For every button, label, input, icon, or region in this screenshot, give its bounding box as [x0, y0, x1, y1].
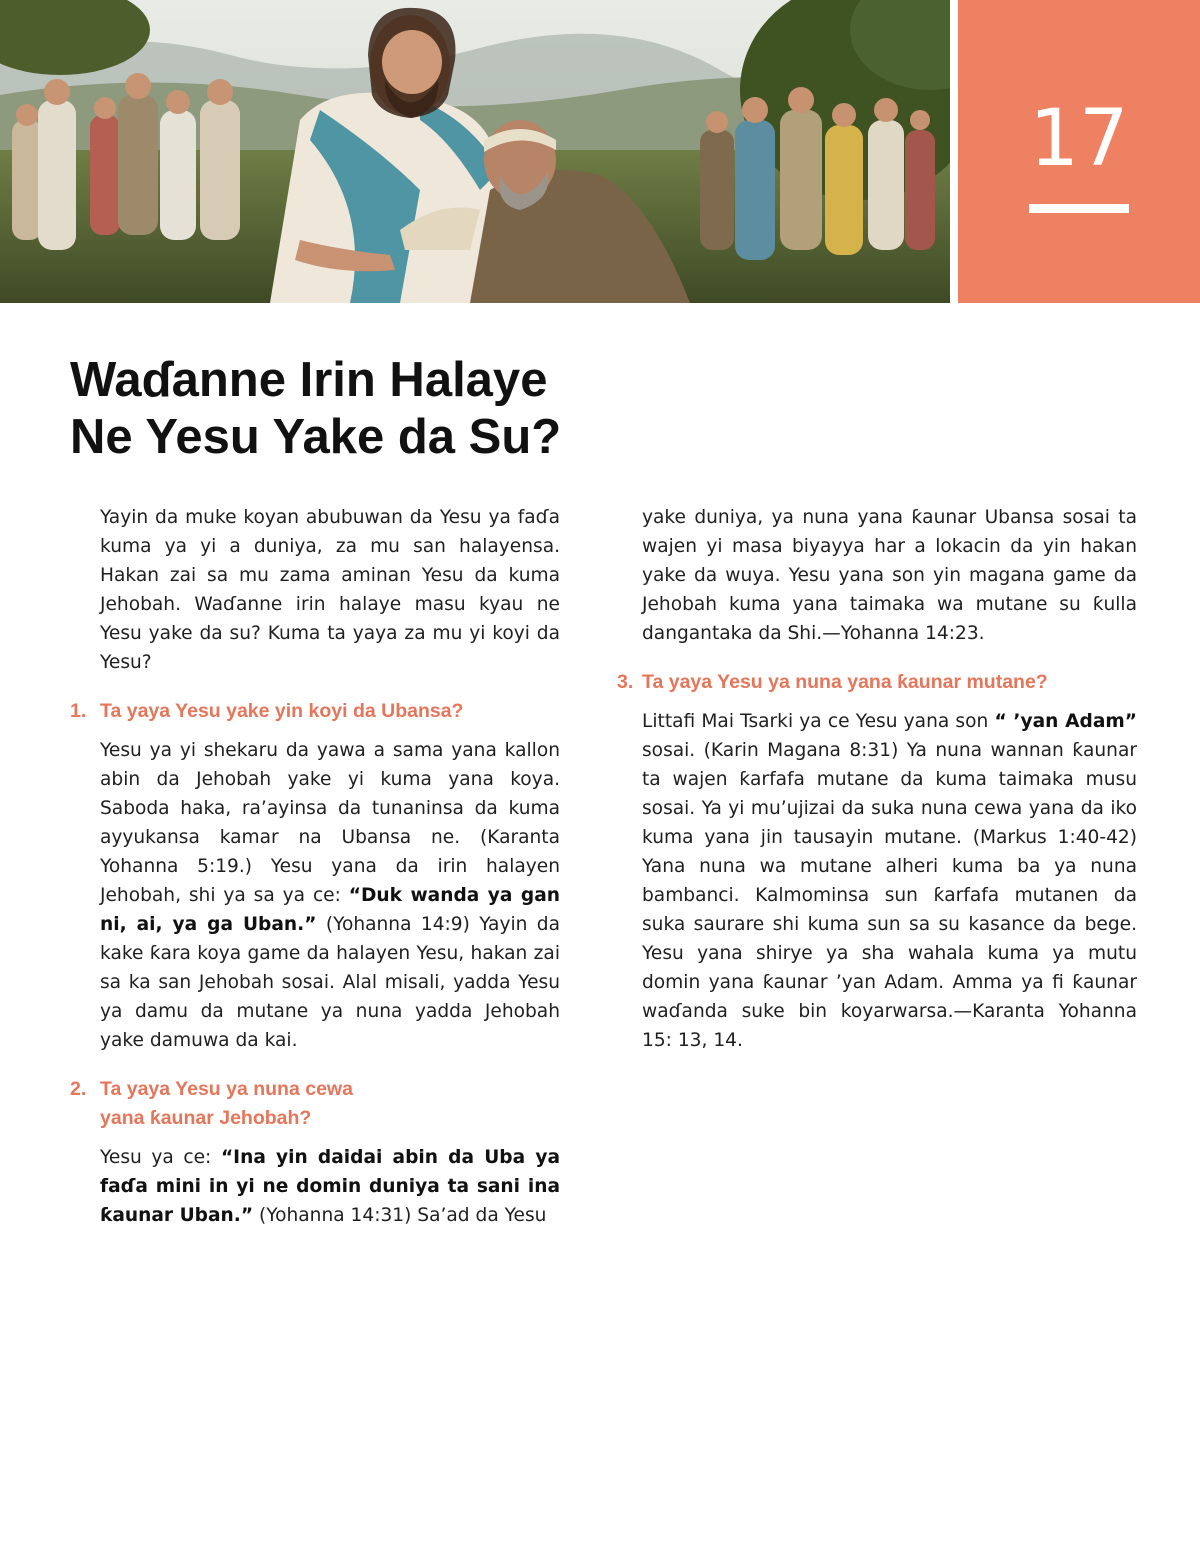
section-3-question	[617, 668, 1137, 697]
section-3-quote: “ ’yan Adam”	[994, 711, 1137, 732]
section-2-question-text	[100, 1075, 560, 1133]
section-2-text-b: (Yohanna 14:31) Sa’ad da Yesu	[258, 1205, 547, 1226]
lesson-number-badge	[958, 0, 1200, 303]
section-1-text-b: (Yohanna 14:9) Yayin da kake ƙara koya game da halayen Yesu, hakan zai sa ka san Jehobah sosai. Alal misali, yadda Yesu ya damu da mutane ya nuna yadda Jehobah yake damuwa da kai.	[100, 914, 560, 1051]
section-2-number: 2.	[70, 1078, 87, 1100]
section-2-paragraph	[70, 1143, 560, 1230]
right-column	[617, 503, 1137, 1055]
section-3-question-text: Ta yaya Yesu ya nuna yana ƙaunar mutane?	[642, 671, 1048, 693]
section-2-paragraph-continued: yake duniya, ya nuna yana ƙaunar Ubansa sosai ta wajen yi masa biyayya har a lokacin da yin hakan yake da wuya. Yesu yana son yin magana game da Jehobah kuma yana taimaka wa mutane su ƙulla dangantaka da Shi.—Yohanna 14:23.	[642, 507, 1137, 644]
section-3-number: 3.	[617, 671, 634, 693]
section-1-text-a: Yesu ya yi shekaru da yawa a sama yana kallon abin da Jehobah yake yi kuma yana koya. Saboda haka, ra’ayinsa da tunaninsa da kuma ayyukansa kamar na Ubansa ne. (Karanta Yohanna 5:19.) Yesu yana da irin halayen Jehobah, shi ya sa ya ce:	[100, 740, 560, 906]
section-1-paragraph	[70, 736, 560, 1055]
section-2-text-a: Yesu ya ce:	[100, 1147, 212, 1168]
badge-underline	[1029, 204, 1129, 213]
section-3-paragraph	[617, 707, 1137, 1055]
section-2-quote: “Ina yin daidai abin da Uba ya faɗa mini in yi ne domin duniya ta sani ina ƙaunar Uban.”	[100, 1147, 560, 1226]
section-3-text-a: Littafi Mai Tsarki ya ce Yesu yana son	[642, 711, 989, 732]
illustration-jesus-healing-leper	[0, 0, 950, 303]
lesson-number: 17	[1029, 94, 1129, 184]
title-line-2: Ne Yesu Yake da Su?	[70, 410, 562, 464]
page-title	[70, 352, 561, 466]
section-2-question-line-2: yana ƙaunar Jehobah?	[100, 1107, 312, 1129]
section-2-question-line-1: Ta yaya Yesu ya nuna cewa	[100, 1078, 353, 1100]
section-3-text-b: sosai. (Karin Magana 8:31) Ya nuna wannan ƙaunar ta wajen ƙarfafa mutane da kuma taimaka musu sosai. Ya yi mu’ujizai da suka nuna cewa yana da iko kuma yana jin tausayin mutane. (Markus 1:40-42) Yana nuna wa mutane alheri kuma ba ya nuna bambanci. Kalmominsa sun ƙarfafa mutanen da suka saurare shi kuma sun sa su kasance da bege. Yesu yana shirye ya sha wahala kuma ya mutu domin yana ƙaunar ’yan Adam. Amma ya fi ƙaunar waɗanda suke bin koyarwarsa.—Karanta Yohanna 15: 13, 14.	[642, 740, 1137, 1051]
header-illustration	[0, 0, 950, 303]
title-line-1: Waɗanne Irin Halaye	[70, 353, 548, 407]
section-2-question	[70, 1075, 560, 1133]
section-1-question-text: Ta yaya Yesu yake yin koyi da Ubansa?	[100, 700, 464, 722]
intro-paragraph: Yayin da muke koyan abubuwan da Yesu ya faɗa kuma ya yi a duniya, za mu san halayensa. Hakan zai sa mu zama aminan Yesu da kuma Jehobah. Waɗanne irin halaye masu kyau ne Yesu yake da su? Kuma ta yaya za mu yi koyi da Yesu?	[100, 507, 560, 673]
section-1-quote: “Duk wanda ya gan ni, ai, ya ga Uban.”	[100, 885, 560, 935]
left-column	[70, 503, 560, 1230]
section-1-number: 1.	[70, 700, 87, 722]
section-1-question	[70, 697, 560, 726]
